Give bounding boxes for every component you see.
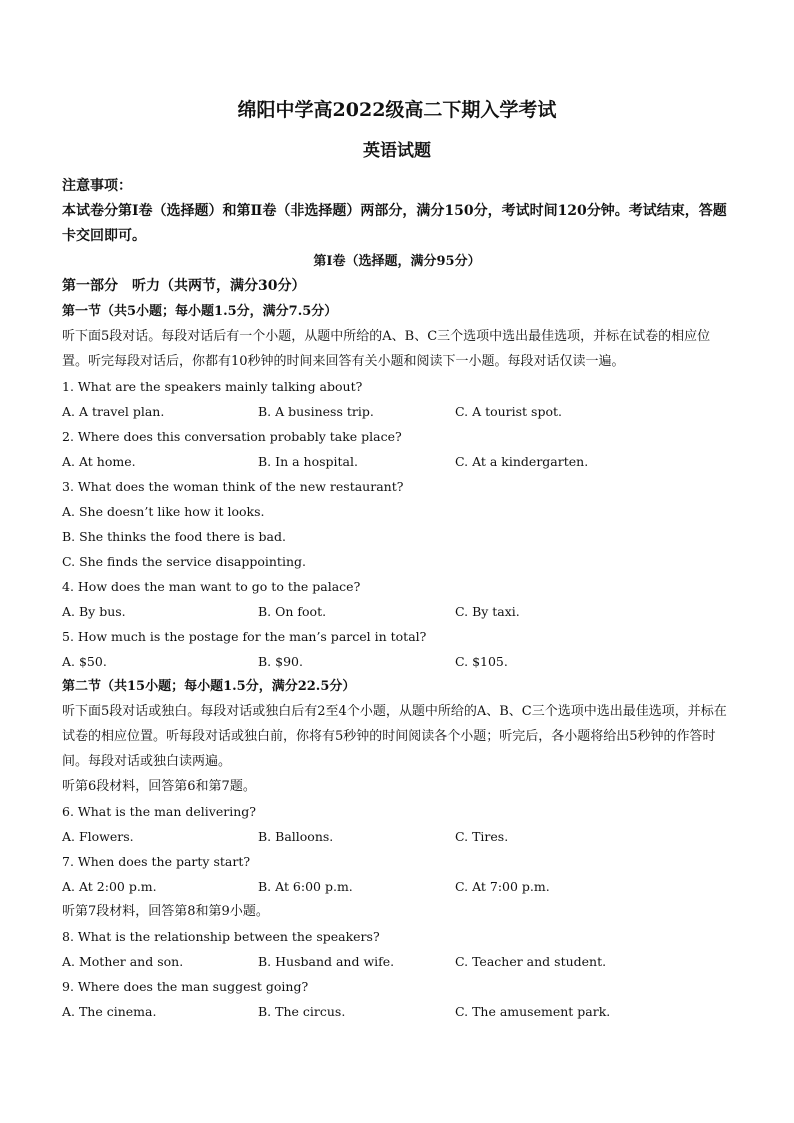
option-a: A. She doesn’t like how it looks. [62, 504, 265, 519]
notice-text: 本试卷分第Ⅰ卷（选择题）和第Ⅱ卷（非选择题）两部分，满分150分，考试时间120分钟。考试结束，答题卡交回即可。 [62, 203, 727, 244]
exam-title: 绵阳中学高2022级高二下期入学考试 [237, 99, 557, 121]
option-a: A. The cinema. [62, 1004, 157, 1019]
option-c: C. Tires. [455, 829, 509, 844]
question-2-options [62, 449, 732, 474]
question-6-options [62, 824, 732, 849]
option-c: C. Teacher and student. [455, 954, 607, 969]
option-b: B. On foot. [258, 604, 327, 619]
option-b: B. The circus. [258, 1004, 346, 1019]
option-b: B. $90. [258, 654, 303, 669]
option-c: C. $105. [455, 654, 508, 669]
material-6-heading: 听第6段材料，回答第6和第7题。 [62, 779, 256, 794]
question-1: 1. What are the speakers mainly talking about? [62, 379, 363, 394]
option-c: C. The amusement park. [455, 1004, 611, 1019]
exam-page [62, 96, 732, 1024]
question-9: 9. Where does the man suggest going? [62, 979, 309, 994]
material-7-heading: 听第7段材料，回答第8和第9小题。 [62, 904, 269, 919]
option-c: C. At a kindergarten. [455, 454, 589, 469]
volume1-heading: 第Ⅰ卷（选择题，满分95分） [313, 254, 481, 269]
question-7: 7. When does the party start? [62, 854, 251, 869]
option-b: B. She thinks the food there is bad. [62, 529, 286, 544]
option-c: C. At 7:00 p.m. [455, 879, 550, 894]
question-1-options [62, 399, 732, 424]
option-a: A. By bus. [62, 604, 126, 619]
option-c: C. By taxi. [455, 604, 520, 619]
question-5-options [62, 649, 732, 674]
option-a: A. At home. [62, 454, 136, 469]
question-7-options [62, 874, 732, 899]
question-8: 8. What is the relationship between the speakers? [62, 929, 380, 944]
section2-heading: 第二节（共15小题；每小题1.5分，满分22.5分） [62, 679, 356, 694]
option-b: B. Husband and wife. [258, 954, 395, 969]
section2-instructions: 听下面5段对话或独白。每段对话或独白后有2至4个小题，从题中所给的A、B、C三个选项中选出最佳选项，并标在试卷的相应位置。听每段对话或独白前，你将有5秒钟的时间阅读各个小题；听完后，各小题将给出5秒钟的作答时间。每段对话或独白读两遍。 [62, 704, 727, 769]
part1-heading: 第一部分 听力（共两节，满分30分） [62, 278, 306, 294]
question-5: 5. How much is the postage for the man’s parcel in total? [62, 629, 427, 644]
question-4: 4. How does the man want to go to the palace? [62, 579, 361, 594]
option-b: B. In a hospital. [258, 454, 358, 469]
question-2: 2. Where does this conversation probably take place? [62, 429, 402, 444]
option-c: C. A tourist spot. [455, 404, 562, 419]
option-b: B. A business trip. [258, 404, 374, 419]
question-8-options [62, 949, 732, 974]
exam-subtitle: 英语试题 [363, 141, 431, 161]
option-c: C. She finds the service disappointing. [62, 554, 306, 569]
question-6: 6. What is the man delivering? [62, 804, 256, 819]
question-9-options [62, 999, 732, 1024]
option-b: B. At 6:00 p.m. [258, 879, 353, 894]
option-b: B. Balloons. [258, 829, 334, 844]
option-a: A. Mother and son. [62, 954, 184, 969]
section1-instructions: 听下面5段对话。每段对话后有一个小题，从题中所给的A、B、C三个选项中选出最佳选项，并标在试卷的相应位置。听完每段对话后，你都有10秒钟的时间来回答有关小题和阅读下一小题。每段对话仅读一遍。 [62, 329, 711, 369]
question-3: 3. What does the woman think of the new restaurant? [62, 479, 404, 494]
notice-heading: 注意事项： [62, 178, 132, 194]
option-a: A. At 2:00 p.m. [62, 879, 157, 894]
section1-heading: 第一节（共5小题；每小题1.5分，满分7.5分） [62, 304, 338, 319]
question-4-options [62, 599, 732, 624]
option-a: A. Flowers. [62, 829, 134, 844]
option-a: A. A travel plan. [62, 404, 165, 419]
option-a: A. $50. [62, 654, 107, 669]
